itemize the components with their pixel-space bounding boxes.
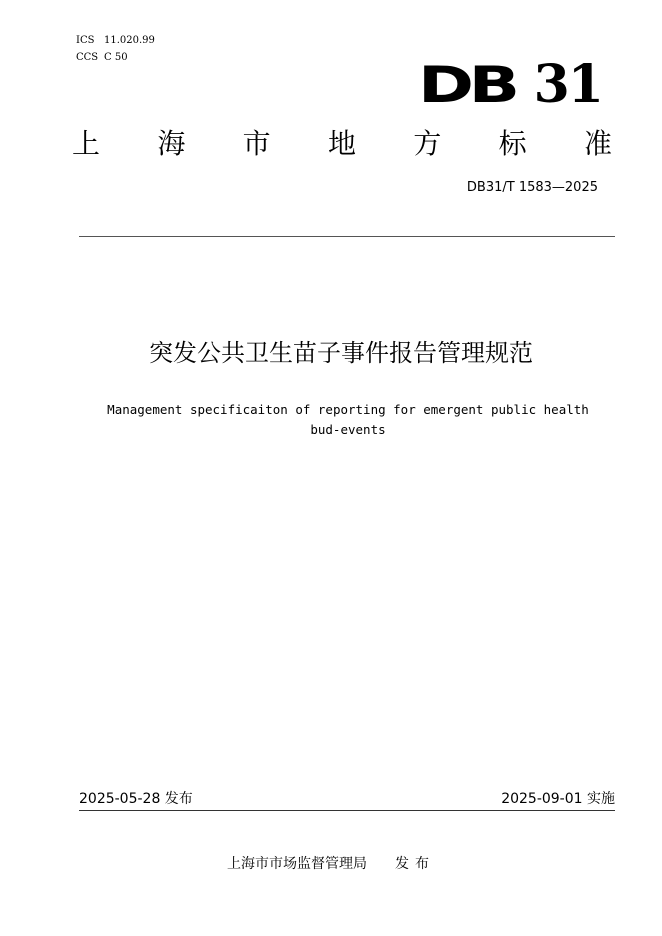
- db31-logo: [418, 54, 602, 115]
- ics-row: [76, 32, 155, 49]
- standard-type-char: 方: [413, 127, 442, 160]
- ccs-value: C 50: [104, 52, 128, 63]
- standard-type-char: 上: [72, 127, 101, 160]
- ics-label: ICS: [76, 35, 95, 46]
- footer-divider: [79, 810, 615, 811]
- header-divider: [79, 236, 615, 237]
- standard-type-char: 地: [327, 127, 356, 160]
- issuer-name: 上海市市场监督管理局: [227, 856, 367, 872]
- standard-type-char: 海: [157, 127, 186, 160]
- standard-type-heading: [72, 124, 612, 164]
- release-date: 2025-05-28 发布: [79, 791, 193, 807]
- standard-type-char: 标: [498, 127, 527, 160]
- ccs-row: [76, 49, 155, 66]
- english-title-line-2: bud-events: [310, 422, 386, 437]
- implementation-date: 2025-09-01 实施: [501, 791, 615, 807]
- standard-type-char: 准: [583, 127, 612, 160]
- document-title-english: [80, 400, 616, 440]
- issuer-line: [0, 853, 662, 875]
- date-row: [79, 789, 615, 809]
- ics-value: 11.020.99: [104, 35, 155, 46]
- classification-block: [76, 32, 155, 66]
- document-title-chinese: 突发公共卫生苗子事件报告管理规范: [149, 339, 533, 367]
- logo-number: 31: [533, 54, 602, 115]
- issuer-action: 发布: [395, 856, 435, 872]
- logo-prefix: DB: [418, 56, 515, 114]
- standard-number: DB31/T 1583—2025: [466, 180, 598, 195]
- ccs-label: CCS: [76, 52, 99, 63]
- standard-type-char: 市: [242, 127, 271, 160]
- english-title-line-1: Management specificaiton of reporting for emergent public health: [107, 402, 589, 417]
